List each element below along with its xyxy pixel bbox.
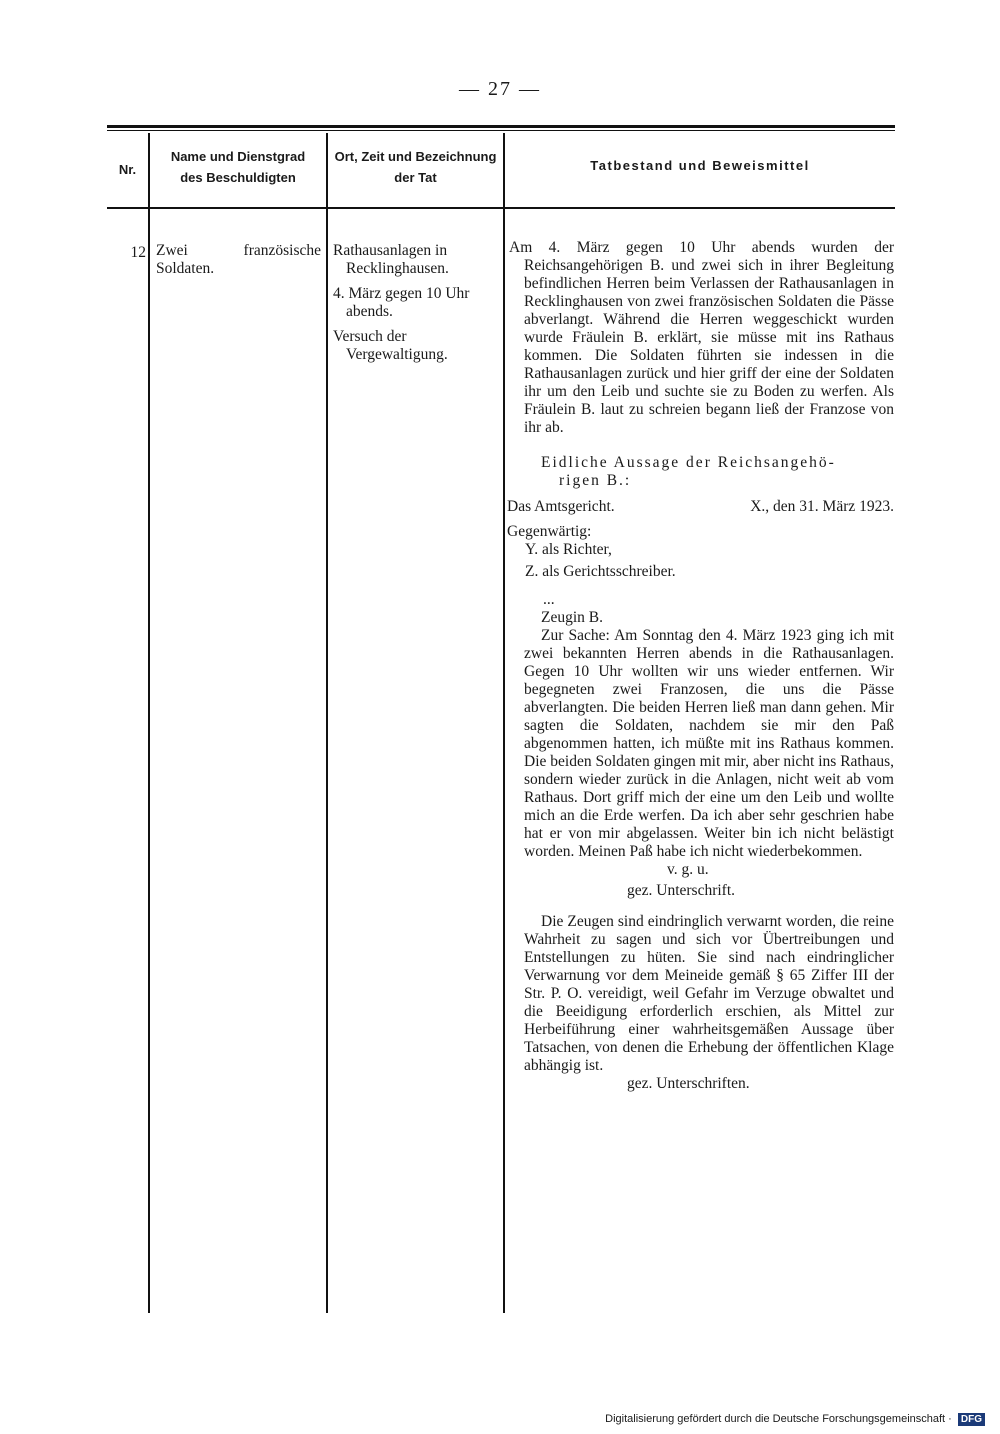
- header-ort-line1: Ort, Zeit und Bezeichnung: [334, 149, 497, 164]
- clerk-line: Z. als Gerichtsschreiber.: [525, 563, 676, 580]
- witness-statement: Zur Sache: Am Sonntag den 4. März 1923 ging ich mit zwei bekannten Herren abends in die Rathausanlagen. Gegen 10 Uhr wollten wir uns wieder entfernen. Wir begegneten zwei Franzosen, die uns die Pässe abverlangten. Die beiden Herren ließ man dann gehen. Mir sagten die Soldaten, nachdem sie mir den Paß abgenommen hatten, ich müßte mit ins Rathaus kommen. Die beiden Soldaten gingen mit mir, aber nicht ins Rathaus, sondern wieder zurück in die Anlagen, nicht weit ab vom Rathaus. Dort griff mich der eine um den Leib und wollte mich an die Erde werfen. Da ich aber sehr geschrien habe hat er von mir abgelassen. Weiter bin ich nicht belästigt worden. Meinen Paß habe ich nicht wiederbekommen.: [524, 627, 895, 860]
- header-name: [150, 146, 326, 188]
- closing-paragraph: Die Zeugen sind eindringlich verwarnt worden, die reine Wahrheit zu sagen und sich vor Übertreibungen und Entstellungen zu hüten. Sie sind nach eindringlicher Verwarnung vor dem Meineide gemäß § 65 Ziffer III der Str. P. O. vereidigt, weil Gefahr im Verzuge obwaltet und die Beeidigung erforderlich erschien, als Mittel zur Herbeiführung einer wahrheitsgemäßen Aussage über Tatsachen, von denen die Erhebung der öffentlichen Klage abhängig ist.: [524, 913, 894, 1074]
- present-label: Gegenwärtig:: [507, 523, 592, 540]
- judge-line: Y. als Richter,: [525, 541, 612, 558]
- header-tatbestand: Tatbestand und Beweismittel: [590, 158, 810, 173]
- testimony-heading-line1: Eidliche Aussage der Reichsangehö-: [541, 454, 836, 471]
- column-divider: [503, 133, 505, 1313]
- header-ort-line2: der Tat: [394, 170, 437, 185]
- court-line: [507, 498, 894, 516]
- place-date: X., den 31. März 1923.: [750, 498, 894, 515]
- table-top-rule-thin: [107, 130, 895, 131]
- facts-cell: [509, 239, 894, 1093]
- table-header-rule: [107, 207, 895, 209]
- header-ort: [328, 146, 503, 188]
- place-time-cell: [333, 242, 498, 371]
- accused-cell: Zwei französische Soldaten.: [156, 242, 321, 277]
- column-divider: [326, 133, 328, 1313]
- testimony-heading-line2: rigen B.:: [559, 472, 632, 489]
- ellipsis: ...: [543, 591, 555, 608]
- footer: [560, 1413, 985, 1426]
- page-number: — 27 —: [459, 78, 541, 100]
- signatures: gez. Unterschriften.: [627, 1075, 750, 1092]
- column-divider: [148, 133, 150, 1313]
- facts-intro: Am 4. März gegen 10 Uhr abends wurden der Reichsangehörigen B. und zwei sich in ihrer Begleitung befindlichen Herren beim Verlassen der Rathausanlagen in Recklinghausen von zwei französischen Soldaten die Pässe abverlangt. Während die Herren weggeschickt wurden wurde Fräulein B. erklärt, sie müsse mit ins Rathaus kommen. Die Soldaten führten sie indessen in die Rathausanlagen zurück und hier griff der eine der Soldaten ihr um den Leib und suchte sie zu Boden zu werfen. Als Fräulein B. laut zu schreien begann ließ der Franzose von ihr ab.: [509, 239, 894, 436]
- court-name: Das Amtsgericht.: [507, 498, 615, 515]
- place: Rathausanlagen in Recklinghausen.: [333, 242, 449, 277]
- dfg-logo: DFG: [958, 1413, 985, 1426]
- row-number: 12: [130, 244, 146, 261]
- offense: Versuch der Vergewaltigung.: [333, 328, 448, 363]
- table-top-rule: [107, 125, 895, 128]
- header-name-line1: Name und Dienstgrad: [170, 149, 306, 164]
- signature: gez. Unterschrift.: [627, 882, 736, 899]
- vgu: v. g. u.: [667, 861, 709, 878]
- time: 4. März gegen 10 Uhr abends.: [333, 285, 470, 320]
- header-nr: Nr.: [118, 162, 137, 177]
- witness-label: Zeugin B.: [541, 609, 603, 626]
- footer-text: Digitalisierung gefördert durch die Deutsche Forschungsgemeinschaft ·: [605, 1413, 952, 1425]
- header-name-line2: des Beschuldigten: [180, 170, 296, 185]
